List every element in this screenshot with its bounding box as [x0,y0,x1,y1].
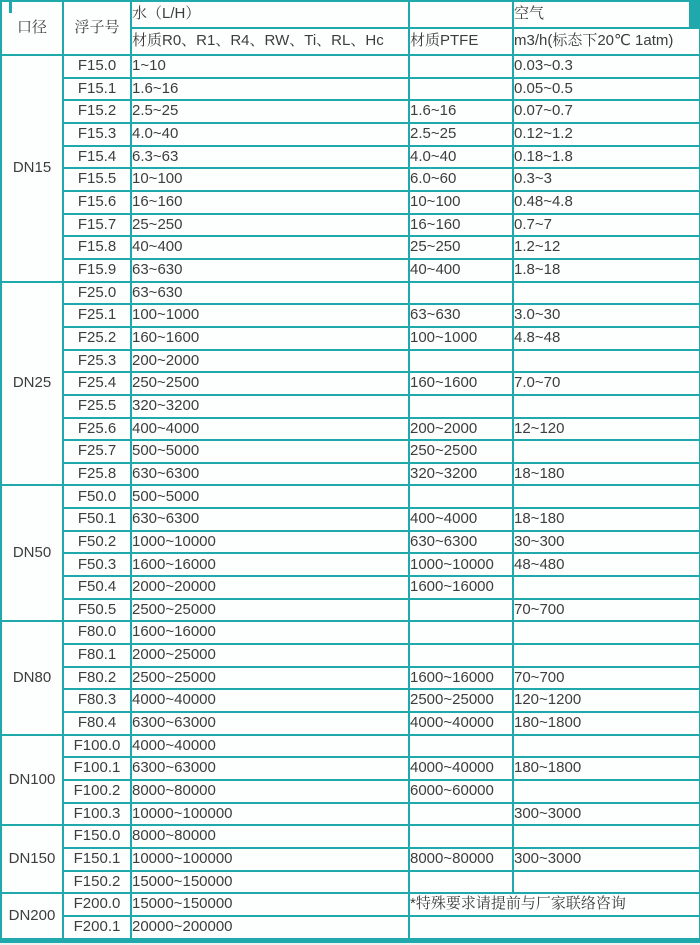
cell-float-number: F25.1 [63,304,131,327]
table-row [1,803,700,826]
cell-diameter: DN200 [1,893,63,940]
table-row [1,576,700,599]
cell-float-number: F100.2 [63,780,131,803]
cell-air-flow: 300~3000 [513,848,700,871]
cell-water-flow: 400~4000 [131,418,409,441]
table-row [1,599,700,622]
cell-diameter: DN25 [1,282,63,486]
cell-air-flow: 1.8~18 [513,259,700,282]
cell-float-number: F150.2 [63,871,131,894]
cell-ptfe-flow: 4.0~40 [409,146,513,169]
cell-water-flow: 8000~80000 [131,780,409,803]
cell-ptfe-flow: 6000~60000 [409,780,513,803]
cell-float-number: F25.3 [63,350,131,373]
cell-float-number: F15.7 [63,214,131,237]
header-water-spacer [409,1,513,28]
cell-ptfe-flow [409,735,513,758]
cell-diameter: DN80 [1,621,63,734]
header-air: 空气 [513,1,700,28]
cell-ptfe-flow: 10~100 [409,191,513,214]
cell-ptfe-flow: 2.5~25 [409,123,513,146]
cell-air-flow [513,350,700,373]
table-row [1,146,700,169]
table-body [1,55,700,941]
cell-water-flow: 2500~25000 [131,667,409,690]
cell-float-number: F50.4 [63,576,131,599]
cell-air-flow: 18~180 [513,463,700,486]
cell-diameter: DN15 [1,55,63,282]
cell-air-flow: 180~1800 [513,712,700,735]
cell-ptfe-flow: 1600~16000 [409,667,513,690]
cell-ptfe-flow: 1600~16000 [409,576,513,599]
cell-float-number: F80.4 [63,712,131,735]
cell-water-flow: 2.5~25 [131,100,409,123]
cell-water-flow: 6300~63000 [131,712,409,735]
table-row [1,78,700,101]
table-row [1,123,700,146]
cell-float-number: F50.3 [63,553,131,576]
cell-diameter: DN50 [1,485,63,621]
cell-air-flow: 70~700 [513,599,700,622]
cell-air-flow [513,825,700,848]
cell-float-number: F15.5 [63,168,131,191]
cell-float-number: F80.0 [63,621,131,644]
table-row [1,689,700,712]
cell-air-flow: 12~120 [513,418,700,441]
cell-float-number: F15.0 [63,55,131,78]
cell-ptfe-flow: 400~4000 [409,508,513,531]
cell-ptfe-flow: 1.6~16 [409,100,513,123]
cell-air-flow: 0.07~0.7 [513,100,700,123]
cell-float-number: F25.7 [63,440,131,463]
cell-air-flow: 0.18~1.8 [513,146,700,169]
cell-air-flow [513,395,700,418]
cell-float-number: F80.2 [63,667,131,690]
table-row [1,757,700,780]
table-row [1,871,700,894]
cell-diameter: DN150 [1,825,63,893]
cell-float-number: F25.0 [63,282,131,305]
cell-water-flow: 320~3200 [131,395,409,418]
cell-float-number: F15.4 [63,146,131,169]
table-row [1,100,700,123]
cell-water-flow: 250~2500 [131,372,409,395]
header-float-number: 浮子号 [63,1,131,55]
cell-water-flow: 25~250 [131,214,409,237]
cell-water-flow: 500~5000 [131,440,409,463]
cell-air-flow: 0.03~0.3 [513,55,700,78]
cell-air-flow: 4.8~48 [513,327,700,350]
cell-float-number: F25.4 [63,372,131,395]
cell-air-flow: 0.12~1.2 [513,123,700,146]
cell-water-flow: 15000~150000 [131,871,409,894]
cell-water-flow: 15000~150000 [131,893,409,916]
table-row [1,168,700,191]
cell-ptfe-flow: 8000~80000 [409,848,513,871]
cell-ptfe-flow [409,55,513,78]
cell-water-flow: 2000~20000 [131,576,409,599]
cell-float-number: F15.3 [63,123,131,146]
table-row [1,780,700,803]
cell-air-flow [513,735,700,758]
cell-air-flow [513,576,700,599]
cell-ptfe-flow [409,395,513,418]
cell-water-flow: 500~5000 [131,485,409,508]
cell-float-number: F80.3 [63,689,131,712]
table-row [1,418,700,441]
cell-water-flow: 4.0~40 [131,123,409,146]
table-row [1,667,700,690]
cell-water-flow: 2500~25000 [131,599,409,622]
cell-water-flow: 1600~16000 [131,553,409,576]
cell-air-flow [513,780,700,803]
cell-air-flow: 48~480 [513,553,700,576]
cell-water-flow: 1600~16000 [131,621,409,644]
cell-float-number: F15.6 [63,191,131,214]
cell-water-flow: 16~160 [131,191,409,214]
cell-air-flow: 0.7~7 [513,214,700,237]
cell-air-flow: 7.0~70 [513,372,700,395]
cell-water-flow: 630~6300 [131,463,409,486]
cell-ptfe-flow [409,621,513,644]
cell-air-flow [513,282,700,305]
table-row [1,395,700,418]
cell-air-flow: 300~3000 [513,803,700,826]
cell-water-flow: 6.3~63 [131,146,409,169]
cell-air-flow [513,621,700,644]
cell-air-flow: 30~300 [513,531,700,554]
table-header [1,1,700,55]
cell-air-flow: 70~700 [513,667,700,690]
header-air-unit: m3/h(标态下20℃ 1atm) [513,28,700,55]
empty-note-cell [409,916,700,941]
cell-water-flow: 200~2000 [131,350,409,373]
cell-float-number: F50.2 [63,531,131,554]
cell-float-number: F200.1 [63,916,131,941]
table-row [1,508,700,531]
table-row [1,440,700,463]
table-row [1,214,700,237]
table-row [1,848,700,871]
table-row [1,236,700,259]
cell-ptfe-flow [409,282,513,305]
cell-ptfe-flow: 63~630 [409,304,513,327]
cell-water-flow: 630~6300 [131,508,409,531]
header-water: 水（L/H） [131,1,409,28]
cell-water-flow: 160~1600 [131,327,409,350]
cell-air-flow [513,440,700,463]
cell-ptfe-flow: 100~1000 [409,327,513,350]
cell-float-number: F150.0 [63,825,131,848]
cell-ptfe-flow [409,644,513,667]
cell-ptfe-flow: 4000~40000 [409,757,513,780]
header-row-1 [1,1,700,28]
cell-water-flow: 2000~25000 [131,644,409,667]
cell-ptfe-flow: 250~2500 [409,440,513,463]
cell-water-flow: 8000~80000 [131,825,409,848]
table-row [1,327,700,350]
cell-float-number: F100.0 [63,735,131,758]
cell-water-flow: 6300~63000 [131,757,409,780]
header-water-material-metal: 材质R0、R1、R4、RW、Ti、RL、Hc [131,28,409,55]
cell-ptfe-flow: 2500~25000 [409,689,513,712]
cell-float-number: F150.1 [63,848,131,871]
table-row [1,259,700,282]
cell-ptfe-flow: 6.0~60 [409,168,513,191]
cell-float-number: F200.0 [63,893,131,916]
table-row [1,712,700,735]
cell-ptfe-flow: 40~400 [409,259,513,282]
cell-water-flow: 10~100 [131,168,409,191]
top-left-corner-mark [9,0,12,13]
table-row [1,531,700,554]
cell-ptfe-flow [409,871,513,894]
table-row [1,553,700,576]
cell-ptfe-flow: 320~3200 [409,463,513,486]
cell-air-flow: 1.2~12 [513,236,700,259]
table-row [1,372,700,395]
table-row [1,893,700,916]
top-right-corner-mark [689,0,700,29]
cell-ptfe-flow: 16~160 [409,214,513,237]
cell-ptfe-flow [409,825,513,848]
cell-float-number: F100.1 [63,757,131,780]
cell-air-flow [513,871,700,894]
table-row [1,191,700,214]
cell-air-flow: 0.48~4.8 [513,191,700,214]
cell-float-number: F25.8 [63,463,131,486]
special-note: *特殊要求请提前与厂家联络咨询 [409,893,700,916]
cell-water-flow: 1000~10000 [131,531,409,554]
cell-air-flow [513,644,700,667]
cell-float-number: F80.1 [63,644,131,667]
cell-diameter: DN100 [1,735,63,826]
cell-float-number: F25.5 [63,395,131,418]
table-row [1,621,700,644]
cell-ptfe-flow: 200~2000 [409,418,513,441]
cell-float-number: F50.0 [63,485,131,508]
cell-ptfe-flow [409,78,513,101]
table-row [1,644,700,667]
cell-float-number: F100.3 [63,803,131,826]
cell-water-flow: 10000~100000 [131,803,409,826]
header-diameter: 口径 [1,1,63,55]
table-row [1,55,700,78]
cell-ptfe-flow [409,803,513,826]
cell-water-flow: 100~1000 [131,304,409,327]
cell-float-number: F15.2 [63,100,131,123]
cell-air-flow: 18~180 [513,508,700,531]
cell-water-flow: 63~630 [131,259,409,282]
cell-ptfe-flow [409,350,513,373]
table-row [1,304,700,327]
cell-float-number: F15.8 [63,236,131,259]
table-row [1,485,700,508]
cell-air-flow: 3.0~30 [513,304,700,327]
cell-float-number: F15.9 [63,259,131,282]
cell-water-flow: 63~630 [131,282,409,305]
cell-water-flow: 4000~40000 [131,689,409,712]
cell-ptfe-flow: 1000~10000 [409,553,513,576]
cell-water-flow: 1.6~16 [131,78,409,101]
cell-water-flow: 4000~40000 [131,735,409,758]
cell-float-number: F50.5 [63,599,131,622]
cell-air-flow [513,485,700,508]
cell-ptfe-flow [409,485,513,508]
table-row [1,825,700,848]
cell-air-flow: 0.05~0.5 [513,78,700,101]
cell-water-flow: 40~400 [131,236,409,259]
cell-float-number: F50.1 [63,508,131,531]
cell-float-number: F15.1 [63,78,131,101]
cell-water-flow: 1~10 [131,55,409,78]
cell-ptfe-flow [409,599,513,622]
table-row [1,463,700,486]
table-row [1,282,700,305]
cell-float-number: F25.2 [63,327,131,350]
cell-water-flow: 20000~200000 [131,916,409,941]
cell-air-flow: 180~1800 [513,757,700,780]
table-row [1,735,700,758]
cell-air-flow: 0.3~3 [513,168,700,191]
cell-ptfe-flow: 160~1600 [409,372,513,395]
cell-ptfe-flow: 630~6300 [409,531,513,554]
table-row [1,350,700,373]
cell-air-flow: 120~1200 [513,689,700,712]
cell-ptfe-flow: 4000~40000 [409,712,513,735]
cell-ptfe-flow: 25~250 [409,236,513,259]
header-water-material-ptfe: 材质PTFE [409,28,513,55]
cell-float-number: F25.6 [63,418,131,441]
table-row [1,916,700,941]
cell-water-flow: 10000~100000 [131,848,409,871]
